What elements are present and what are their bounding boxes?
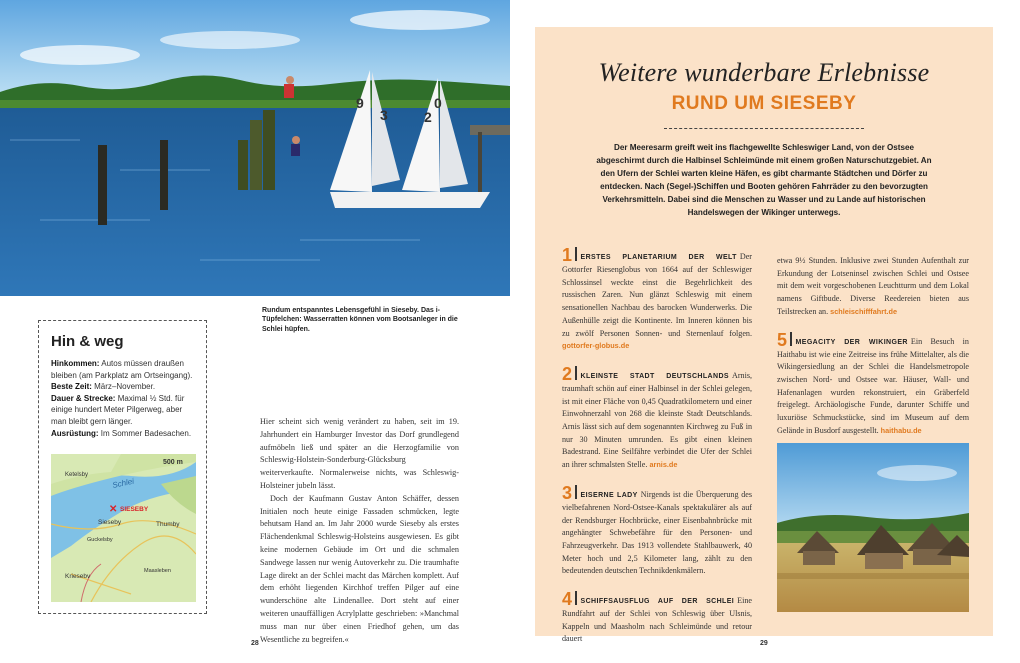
svg-text:0: 0 bbox=[434, 95, 442, 111]
divider-bar bbox=[575, 366, 577, 380]
svg-text:3: 3 bbox=[380, 107, 388, 123]
divider-bar bbox=[575, 247, 577, 261]
tip-number: 3 bbox=[562, 482, 573, 503]
column-one bbox=[562, 246, 752, 658]
tip-text: Nirgends ist die Überquerung des vielbefahrenen Nord-Ostsee-Kanals spektakulärer als auf der Rendsburger Hochbrücke, einer Eisenbahnbrücke mit angehängter Schwebefähre für den Personen- und Fahrzeugverkehr. Das 1913 vollendete Stahlbauwerk, 40 Meter hoch und 2,5 Kilometer lang, zählt zu den bedeutenden deutschen Technikdenkmälern. bbox=[562, 489, 753, 576]
tip-text: Der Gottorfer Riesenglobus von 1664 auf der Schleswiger Schlossinsel weckte einst die Begehrlichkeit des russischen Zaren. Nun glänzt Schleswig mit einem sensationellen Nachbau des barocken Wunderwerks. Die Außenhülle zeigt die Kontinente. Im Inneren können bis zu zwölf Personen Sonnen- und Sternenlauf folgen. bbox=[562, 252, 752, 338]
map-place-ketelsby: Ketelsby bbox=[65, 472, 89, 478]
info-box-title: Hin & weg bbox=[51, 333, 124, 350]
tip-number: 2 bbox=[562, 363, 573, 384]
paragraph: Hier scheint sich wenig verändert zu haben, seit im 19. Jahrhundert ein Hamburger Investor das Dorf grundlegend aufmöbeln ließ und später an die Herzogfamilie von Schleswig-Holstein-Sonderburg-Glücksburg weiterverkaufte. Normalerweise nichts, was Schleswig-Holsteiner jubeln lässt. bbox=[260, 417, 459, 490]
tip-text: Ein Besuch in Haithabu ist wie eine Zeitreise ins frühe Mittelalter, als die Wikingersiedlung an der Schlei die Handelsmetropole zwischen Nord- und Ostsee war. Häuser, Wall- und Hafenanlagen wurden rekonstruiert, ein Gräberfeld freigelegt. Archäologische Funde, darunter Schiffe und luxuriöse Schmuckstücke, sind im Museum auf dem Gelände in Busdorf ausgestellt. bbox=[777, 336, 969, 435]
tip-text: Arnis, traumhaft schön auf einer Halbinsel in der Schlei gelegen, ist mit einer Fläche von 0,45 Quadratkilometern und einer Einwohnerzahl von 268 die kleinste Stadt Deutschlands. Arnis lässt sich auf dem sogenannten Kirchweg zu Fuß in nur 30 Minuten umrunden. Es gibt einen kleinen Badestrand. Eine Seilfähre verbindet die Ufer der Schlei an ihrer schmalsten Stelle. bbox=[562, 370, 752, 470]
tip-text: Eine Rundfahrt auf der Schlei von Schleswig über Ulsnis, Kappeln und Maasholm nach Schleimünde und retour dauert bbox=[562, 596, 752, 644]
info-row-arrival: Hinkommen: Autos müssen draußen bleiben (am Parkplatz am Ortseingang). bbox=[51, 359, 193, 380]
map-place-thumby: Thumby bbox=[156, 521, 180, 528]
intro-text: Der Meeresarm greift weit ins flachgewellte Schleswiger Land, von der Ostsee abgeschirmt durch die Halbinsel Schleimünde mit einem großen Naturschutzgebiet. An den Ufern der Schlei warten kleine Häfen, es gibt charmante Städtchen und Dörfer zu entdecken. Nach (Segel-)Schiffen und Booten gehören Fahrräder zu den bevorzugten Verkehrsmitteln. Dabei sind die Menschen zu Wasser und zu Lande auf historischen Handelswegen der Wikinger unterwegs. bbox=[596, 143, 932, 217]
map-place-guckelsby: Guckelsby bbox=[87, 537, 113, 543]
info-row-equipment: Ausrüstung: Im Sommer Badesachen. bbox=[51, 428, 192, 438]
tip-heading: SCHIFFSAUSFLUG AUF DER SCHLEI bbox=[580, 598, 735, 606]
divider-bar bbox=[575, 591, 577, 605]
lake-photo bbox=[0, 0, 510, 296]
tip-item-2 bbox=[562, 365, 752, 472]
paragraph: Doch der Kaufmann Gustav Anton Schäffer, dessen Initialen noch heute einige Fassaden schmücken, legte behutsam Hand an. Im Jahr 2000 wurde Sieseby als erstes Flächendenkmal Schleswig-Holsteins ausgewiesen. Es gibt keine modernen Gebäude im Ort und die schmalen Sandwege lassen nur wenig Autoverkehr zu. Die traumhafte Lage direkt an der Schlei macht das Märchen komplett. Auf dem erhöht liegenden Kirchhof treffen Pilger auf eine wunderschöne alte Lindenallee. Dort steht auf einer weiteren unauffälligen Acrylplatte geschrieben: »Manchmal muss man nur über einen Friedhof gehen, um das Wesentliche zu begreifen.« bbox=[260, 493, 459, 644]
info-box bbox=[38, 320, 207, 614]
photo-caption: Rundum entspanntes Lebensgefühl in Sieseby. Das i-Tüpfelchen: Wasserratten können vom Bootsanleger in die Schlei hüpfen. bbox=[262, 307, 458, 333]
tip-number: 1 bbox=[562, 245, 573, 265]
divider-bar bbox=[575, 485, 577, 499]
tip-item-3 bbox=[562, 484, 752, 578]
map-label-schlei: Schlei bbox=[111, 476, 135, 490]
tip-heading: ERSTES PLANETARIUM DER WELT bbox=[580, 254, 737, 261]
map-scale: 500 m bbox=[163, 459, 183, 466]
tip-heading: EISERNE LADY bbox=[580, 491, 638, 499]
tip-heading: MEGACITY DER WIKINGER bbox=[795, 338, 908, 346]
tip-number: 4 bbox=[562, 589, 573, 610]
column-two bbox=[777, 255, 969, 449]
info-row-best-time: Beste Zeit: März–November. bbox=[51, 382, 156, 392]
map-place-maasleben: Maasleben bbox=[144, 568, 171, 574]
tip-item-1 bbox=[562, 246, 752, 353]
tip-item-4-continued bbox=[777, 255, 969, 319]
tip-item-4 bbox=[562, 590, 752, 646]
tip-link[interactable]: arnis.de bbox=[649, 460, 678, 470]
viking-houses-photo bbox=[777, 443, 969, 612]
svg-text:2: 2 bbox=[424, 109, 432, 125]
map-place-sieseby-marker: SIESEBY bbox=[120, 506, 149, 513]
page-number-left: 28 bbox=[251, 640, 259, 647]
map-marker-icon: ✕ bbox=[109, 504, 118, 515]
tip-link[interactable]: schleischifffahrt.de bbox=[830, 306, 898, 316]
divider bbox=[664, 128, 864, 129]
tip-link[interactable]: haithabu.de bbox=[880, 425, 922, 435]
left-body-text bbox=[260, 416, 459, 646]
svg-text:9: 9 bbox=[356, 95, 364, 111]
map-place-kriesebv: Kriesebv bbox=[65, 573, 91, 580]
tip-item-5 bbox=[777, 331, 969, 438]
map-place-sieseby: Sieseby bbox=[98, 519, 122, 526]
info-row-duration: Dauer & Strecke: Maximal ½ Std. für einige hundert Meter Pilgerweg, aber man bleibt gern länger. bbox=[51, 393, 185, 426]
location-map bbox=[51, 454, 196, 602]
tip-number: 5 bbox=[777, 329, 788, 350]
divider-bar bbox=[790, 332, 792, 346]
tip-heading: KLEINSTE STADT DEUTSCHLANDS bbox=[580, 372, 729, 380]
page-subtitle: RUND UM SIESEBY bbox=[671, 93, 857, 114]
page-number-right: 29 bbox=[760, 640, 768, 647]
tip-text: etwa 9½ Stunden. Inklusive zwei Stunden Aufenthalt zur Erkundung der Lotseninsel zwischen Schlei und Ostsee mit dem weit vorgeschobenen Leuchtturm und dem Lokal namens Giftbude. Diverse Reedereien bieten aus Teilstrecken an. bbox=[777, 256, 969, 316]
tip-link[interactable]: gottorfer-globus.de bbox=[562, 341, 630, 351]
page-title: Weitere wunderbare Erlebnisse bbox=[598, 58, 930, 87]
